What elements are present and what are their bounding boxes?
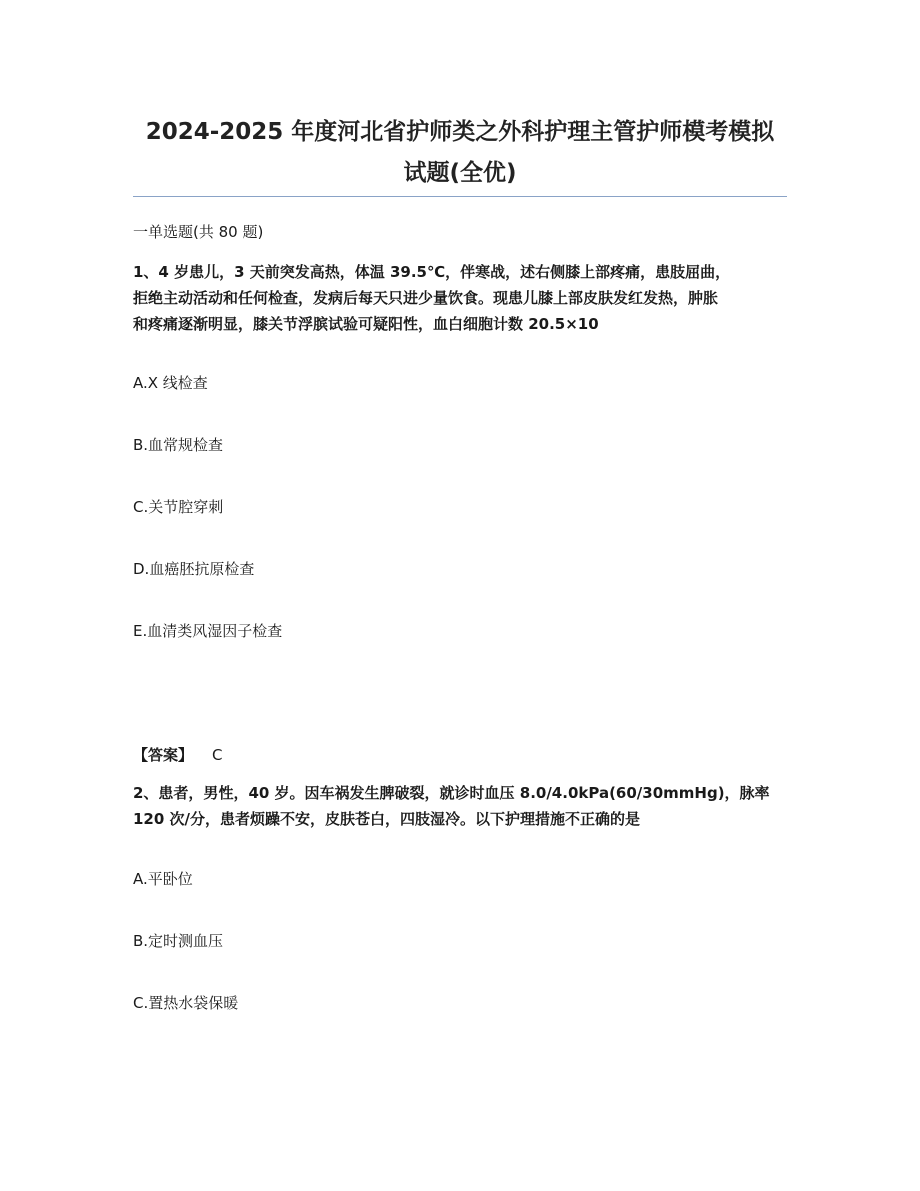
question-1-stem-line-1: 1、4 岁患儿，3 天前突发高热，体温 39.5℃，伴寒战，述右侧膝上部疼痛，患肢屈曲， [133, 263, 731, 281]
question-2-option-a: A.平卧位 [133, 870, 193, 888]
question-1-stem-line-3: 和疼痛逐渐明显，膝关节浮膑试验可疑阳性，血白细胞计数 20.5×10 [133, 315, 599, 333]
question-2-option-c: C.置热水袋保暖 [133, 994, 239, 1012]
title-divider [133, 196, 787, 197]
page-title-line-2: 试题(全优) [403, 160, 517, 186]
question-1-option-a: A.X 线检查 [133, 374, 208, 392]
question-1-option-b: B.血常规检查 [133, 436, 224, 454]
section-label: 一单选题(共 80 题) [133, 223, 264, 241]
question-1-answer-label: 【答案】 [133, 746, 194, 764]
question-1-option-e: E.血清类风湿因子检查 [133, 622, 283, 640]
question-1-option-c: C.关节腔穿刺 [133, 498, 224, 516]
question-2-stem-line-1: 2、患者，男性，40 岁。因车祸发生脾破裂，就诊时血压 8.0/4.0kPa(60/30mmHg)，脉率 [133, 784, 770, 802]
page-title-line-1: 2024-2025 年度河北省护师类之外科护理主管护师模考模拟 [145, 119, 775, 145]
question-1-stem-line-2: 拒绝主动活动和任何检查，发病后每天只进少量饮食。现患儿膝上部皮肤发红发热，肿胀 [133, 289, 719, 307]
question-1-option-d: D.血癌胚抗原检查 [133, 560, 255, 578]
question-1-answer-value: C [212, 746, 223, 764]
question-2-option-b: B.定时测血压 [133, 932, 224, 950]
question-2-stem-line-2: 120 次/分，患者烦躁不安，皮肤苍白，四肢湿冷。以下护理措施不正确的是 [133, 810, 641, 828]
